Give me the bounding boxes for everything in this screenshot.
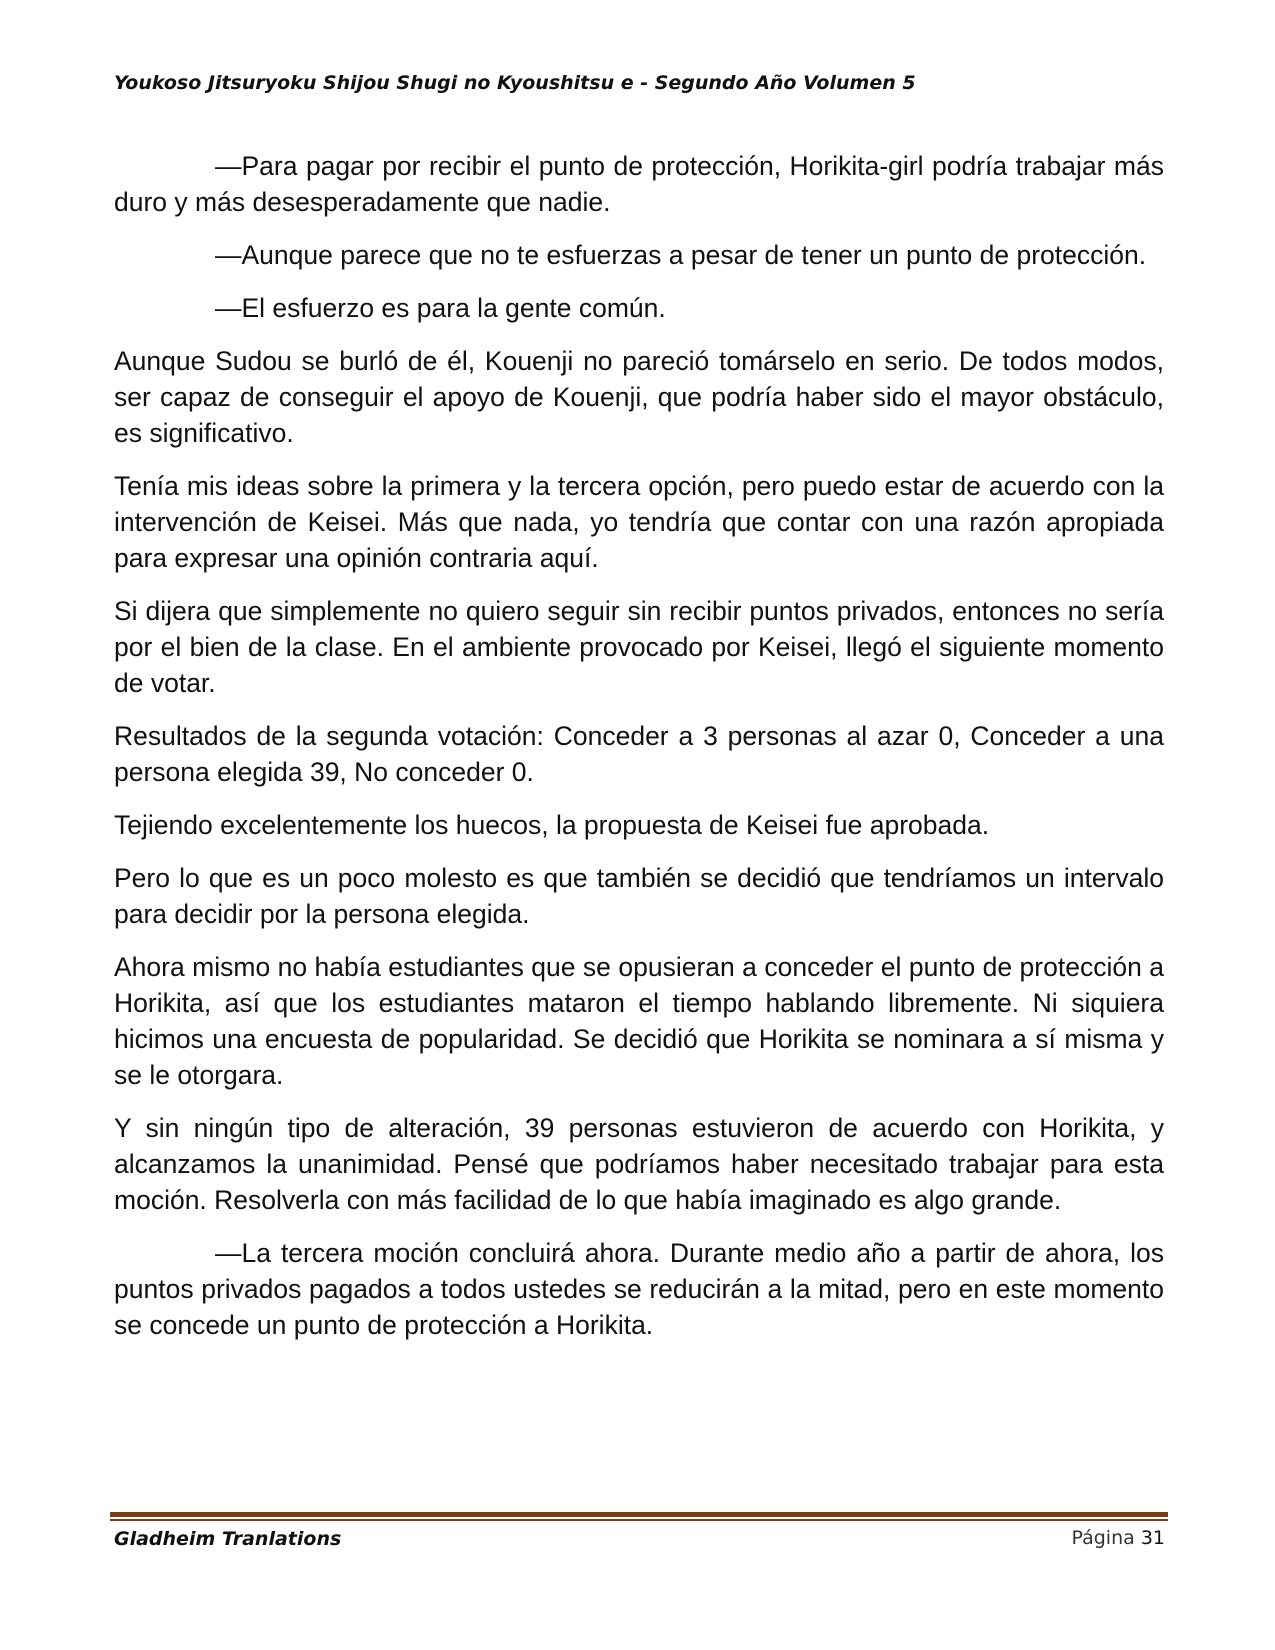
paragraph: —Aunque parece que no te esfuerzas a pesar de tener un punto de protección.: [215, 240, 1147, 270]
paragraph: Y sin ningún tipo de alteración, 39 personas estuvieron de acuerdo con Horikita, y alcanzamos la unanimidad. Pensé que podríamos haber necesitado trabajar para esta moción. Resolverla con más facilidad de lo que había imaginado es algo grande.: [114, 1113, 1164, 1215]
footer-translator: Gladheim Tranlations: [114, 1528, 342, 1550]
page-number: [1071, 1527, 1165, 1549]
paragraph: —El esfuerzo es para la gente común.: [215, 293, 666, 323]
page-header-title: Youkoso Jitsuryoku Shijou Shugi no Kyoushitsu e - Segundo Año Volumen 5: [114, 72, 916, 94]
paragraph: Aunque Sudou se burló de él, Kouenji no pareció tomárselo en serio. De todos modos, ser capaz de conseguir el apoyo de Kouenji, que podría haber sido el mayor obstáculo, es significativo.: [114, 346, 1164, 448]
paragraph: —La tercera moción concluirá ahora. Durante medio año a partir de ahora, los puntos privados pagados a todos ustedes se reducirán a la mitad, pero en este momento se concede un punto de protección a Horikita.: [114, 1238, 1164, 1340]
paragraph: Ahora mismo no había estudiantes que se opusieran a conceder el punto de protección a Horikita, así que los estudiantes mataron el tiempo hablando libremente. Ni siquiera hicimos una encuesta de popularidad. Se decidió que Horikita se nominara a sí misma y se le otorgara.: [114, 952, 1164, 1090]
paragraph: Si dijera que simplemente no quiero seguir sin recibir puntos privados, entonces no sería por el bien de la clase. En el ambiente provocado por Keisei, llegó el siguiente momento de votar.: [114, 596, 1164, 698]
paragraph: Tejiendo excelentemente los huecos, la propuesta de Keisei fue aprobada.: [114, 810, 990, 840]
document-body: [114, 148, 1164, 1360]
paragraph: Resultados de la segunda votación: Conceder a 3 personas al azar 0, Conceder a una persona elegida 39, No conceder 0.: [114, 721, 1164, 787]
paragraph: Tenía mis ideas sobre la primera y la tercera opción, pero puedo estar de acuerdo con la intervención de Keisei. Más que nada, yo tendría que contar con una razón apropiada para expresar una opinión contraria aquí.: [114, 471, 1164, 573]
paragraph: —Para pagar por recibir el punto de protección, Horikita-girl podría trabajar más duro y más desesperadamente que nadie.: [114, 151, 1164, 217]
page-number-value: 31: [1140, 1527, 1165, 1549]
page-label: Página: [1071, 1527, 1135, 1549]
footer-divider: [110, 1512, 1168, 1521]
paragraph: Pero lo que es un poco molesto es que también se decidió que tendríamos un intervalo para decidir por la persona elegida.: [114, 863, 1164, 929]
